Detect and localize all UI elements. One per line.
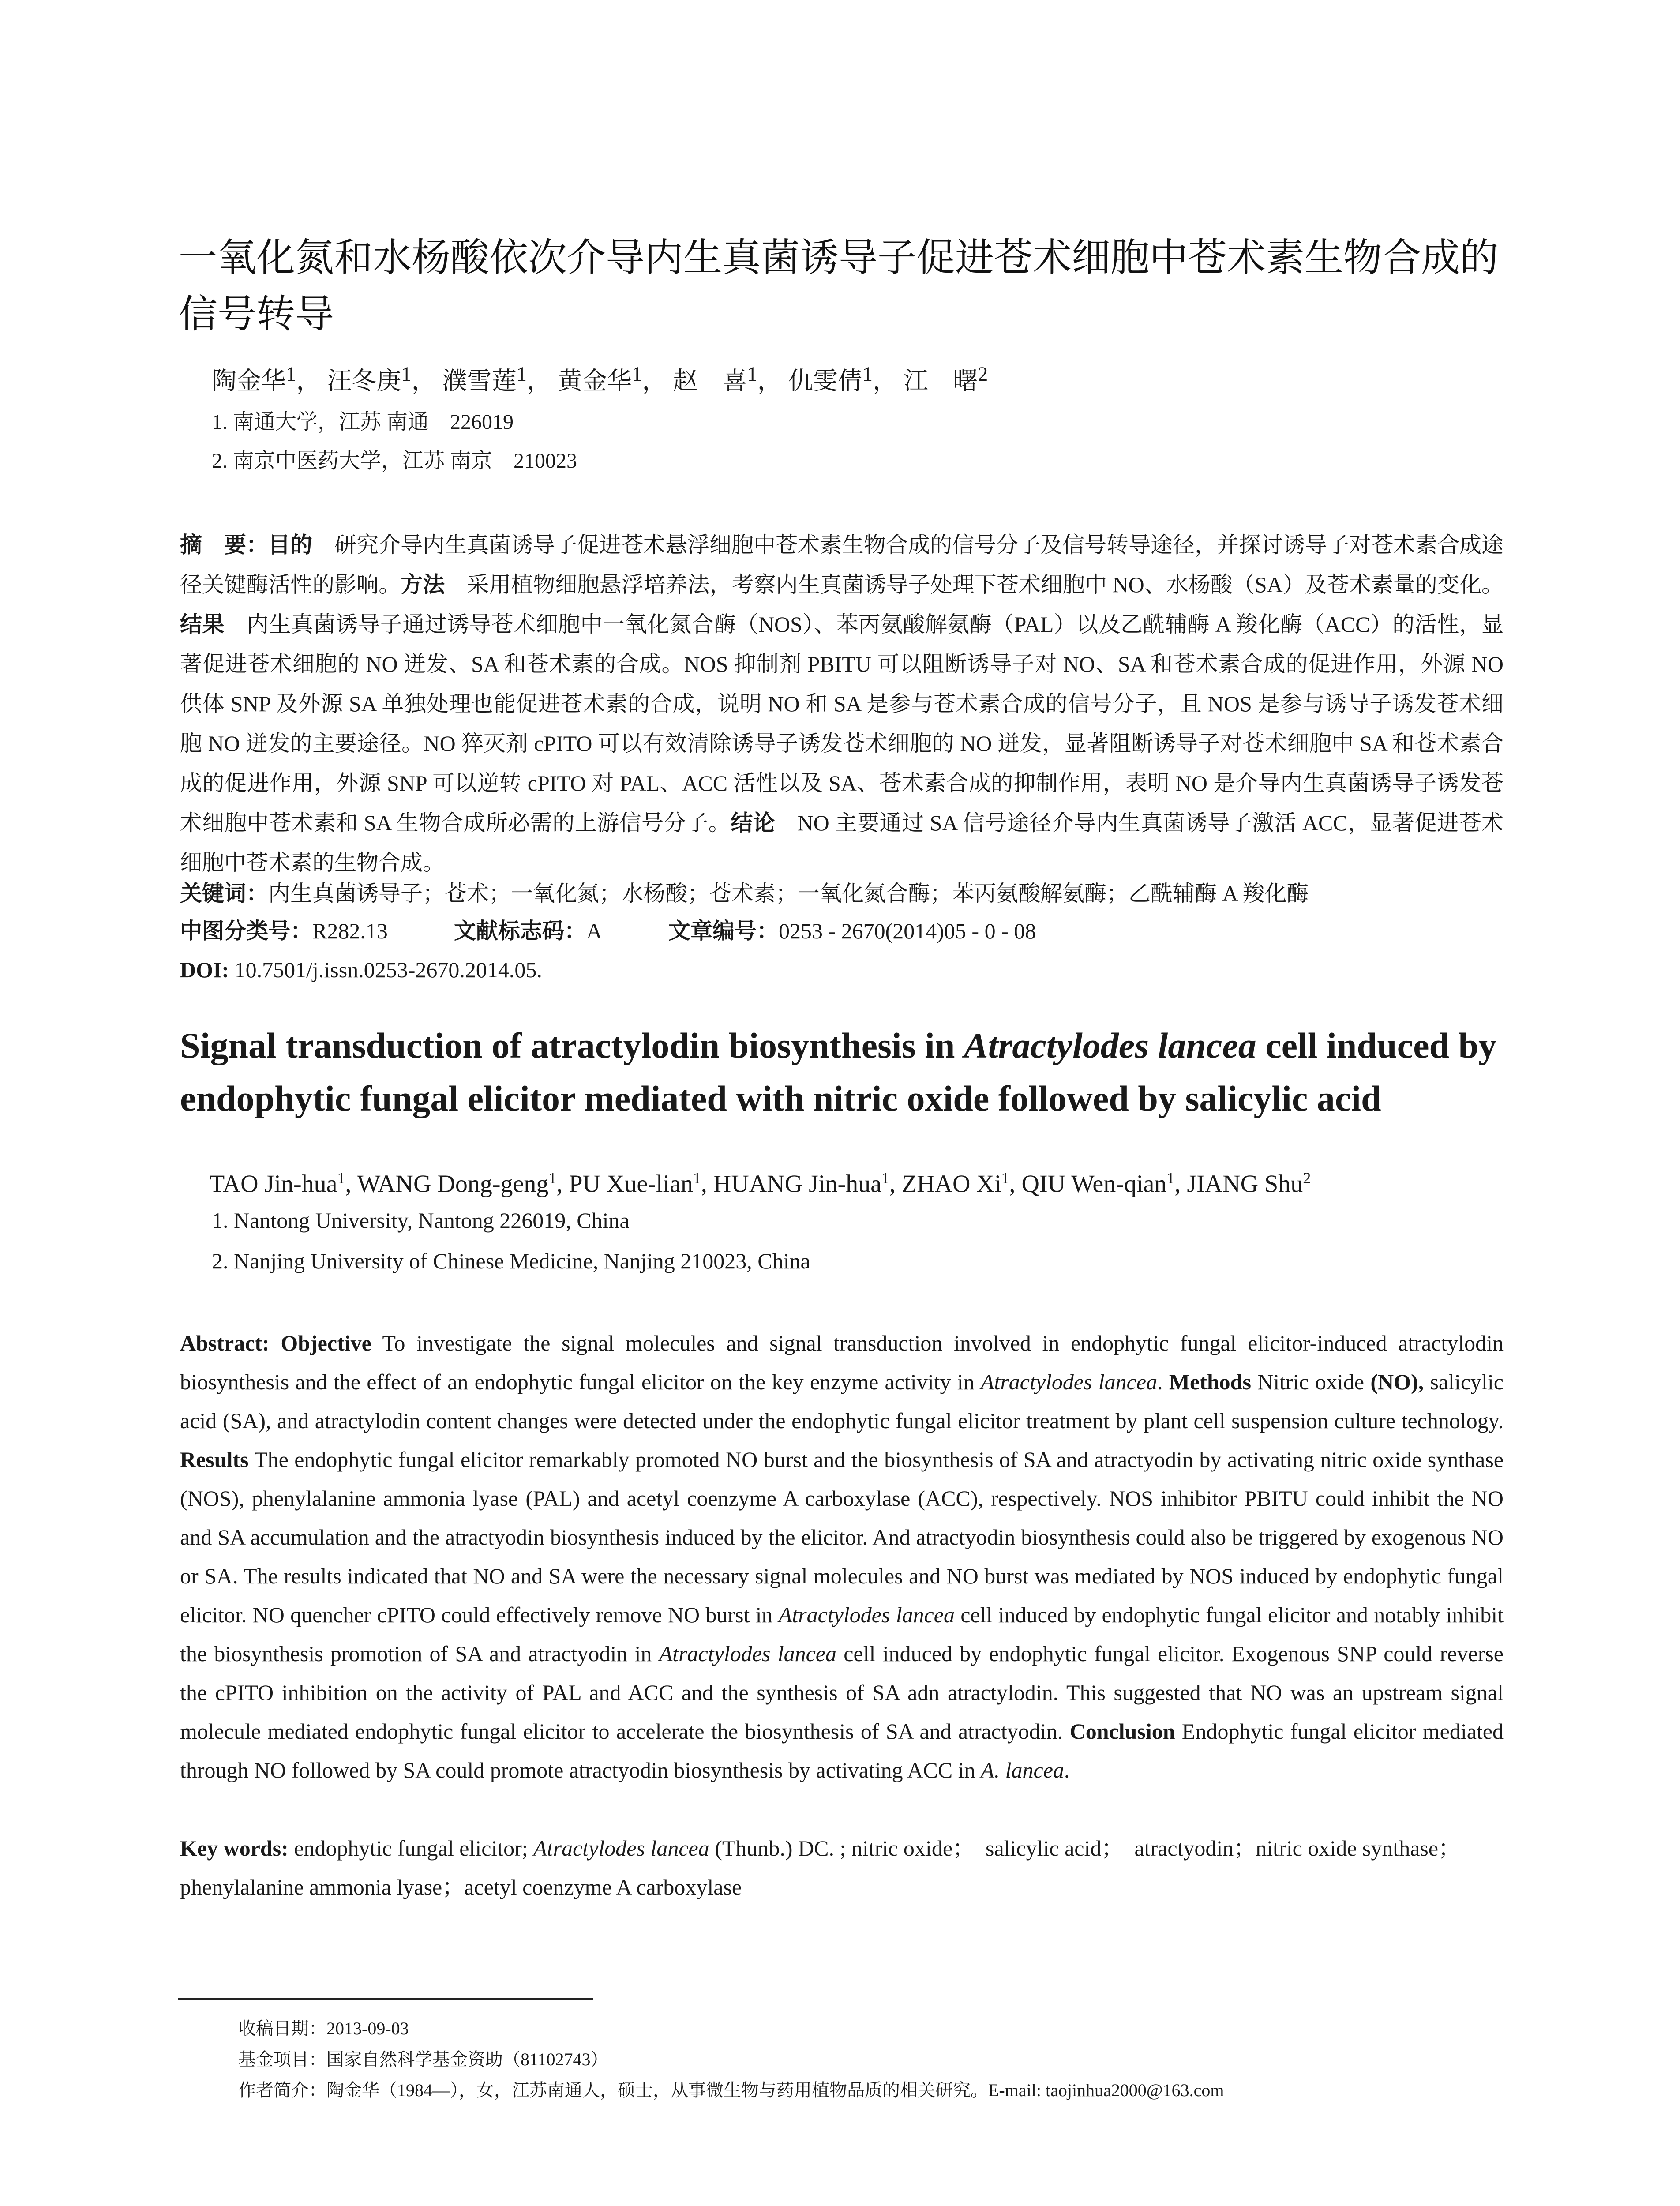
article-no-label: 文章编号：	[668, 918, 779, 944]
footnote-fund	[238, 2046, 608, 2073]
conclusion-text: NO 主要通过 SA 信号途径介导内生真菌诱导子激活 ACC，显著促进苍术细胞中苍术素的生物合成。	[180, 810, 1504, 875]
doi-line	[180, 952, 1504, 987]
footnote-received	[238, 2015, 409, 2042]
species-name: Atractylodes lancea	[533, 1836, 709, 1861]
author-name: 江 曙	[903, 368, 978, 395]
author-name: ZHAO Xi	[901, 1170, 1001, 1198]
doi-value[interactable]: 10.7501/j.issn.0253-2670.2014.05.	[229, 957, 542, 982]
author-name: PU Xue-lian	[569, 1170, 693, 1198]
article-no-value: 0253 - 2670(2014)05 - 0 - 08	[778, 919, 1036, 943]
author-name: JIANG Shu	[1187, 1170, 1303, 1198]
methods-label: Methods	[1169, 1369, 1251, 1394]
author-affiliation-mark: 1	[548, 1169, 557, 1187]
received-date: 2013-09-03	[326, 2018, 409, 2038]
author-affiliation-mark: 1	[862, 363, 873, 386]
author-affiliation-mark: 1	[337, 1169, 345, 1187]
objective-text: 研究介导内生真菌诱导子促进苍术悬浮细胞中苍术素生物合成的信号分子及信号转导途径，并探讨诱导子对苍术素合成途径关键酶活性的影响。	[180, 533, 1504, 597]
keywords-text: (Thunb.) DC. ; nitric oxide； salicylic acid； atractyodin；nitric oxide synthase； phenylalanine ammonia lyase；acetyl coenzyme A carboxylase	[180, 1836, 1472, 1899]
species-name: A. lancea	[981, 1758, 1064, 1782]
keywords-text: endophytic fungal elicitor;	[288, 1836, 534, 1861]
results-text: The endophytic fungal elicitor remarkably promoted NO burst and the biosynthesis of SA and atractyodin by activating nitric oxide synthase (NOS), phenylalanine ammonia lyase (PAL) and acetyl coenzyme A carboxylase (ACC), respectively. NOS inhibitor PBITU could inhibit the NO and SA accumulation and the atractyodin biosynthesis induced by the elicitor. And atractyodin biosynthesis could also be triggered by exogenous NO or SA. The results indicated that NO and SA were the necessary signal molecules and NO burst was mediated by NOS induced by endophytic fungal elicitor. NO quencher cPITO could effectively remove NO burst in	[180, 1447, 1504, 1627]
abstract-label: 摘 要：	[180, 532, 268, 558]
english-affiliation-2: 2. Nanjing University of Chinese Medicine, Nanjing 210023, China	[212, 1249, 810, 1273]
clc-label: 中图分类号：	[180, 918, 312, 944]
objective-label: Objective	[281, 1331, 371, 1355]
english-title-part: Signal transduction of atractylodin biosynthesis in	[180, 1025, 964, 1065]
english-title	[180, 1019, 1508, 1125]
author-affiliation-mark: 1	[881, 1169, 889, 1187]
bio-label: 作者简介：	[238, 2080, 326, 2101]
methods-label: 方法	[401, 572, 445, 597]
conclusion-text: .	[1064, 1758, 1070, 1782]
objective-label: 目的	[268, 532, 312, 558]
author-affiliation-mark: 1	[286, 363, 296, 386]
english-affiliation-1: 1. Nantong University, Nantong 226019, China	[212, 1208, 630, 1233]
clc-value: R282.13	[312, 919, 388, 943]
chinese-affiliation-1: 1. 南通大学，江苏 南通 226019	[212, 410, 514, 434]
author-name: 仇雯倩	[788, 368, 862, 395]
author-affiliation-mark: 2	[1303, 1169, 1311, 1187]
keywords-label: 关键词：	[180, 881, 268, 906]
chinese-abstract	[180, 525, 1504, 882]
author-affiliation-mark: 2	[977, 363, 988, 386]
species-name: Atractylodes lancea	[980, 1369, 1158, 1394]
author-name: 汪冬庚	[327, 368, 401, 395]
english-author-list: TAO Jin-hua$^1$, WANG Dong-geng$^1$, PU Xue-lian$^1$, HUANG Jin-hua$^1$, ZHAO Xi$^1$, QIU Wen-qian$^1$, JIANG Shu$^2$	[210, 1169, 1311, 1198]
doc-code-value: A	[586, 919, 602, 943]
conclusion-label: Conclusion	[1069, 1719, 1175, 1744]
author-name: HUANG Jin-hua	[713, 1170, 881, 1198]
methods-bold-text: (NO),	[1370, 1369, 1424, 1394]
english-title-part: cell induced by endophytic fungal elicitor mediated with nitric oxide followed by salicylic acid	[180, 1025, 1497, 1118]
objective-text: To investigate the signal molecules and signal transduction involved in endophytic fungal elicitor-induced atractylodin biosynthesis and the effect of an endophytic fungal elicitor on the key enzyme activity in	[180, 1331, 1504, 1394]
author-name: 濮雪莲	[442, 368, 517, 395]
author-name: 陶金华	[212, 368, 286, 395]
author-affiliation-mark: 1	[631, 363, 642, 386]
english-title-species: Atractylodes lancea	[964, 1025, 1256, 1065]
chinese-keywords	[180, 876, 1504, 911]
author-affiliation-mark: 1	[1166, 1169, 1175, 1187]
keywords-label: Key words:	[180, 1836, 289, 1861]
results-text: cell induced by endophytic fungal elicitor. Exogenous SNP could reverse the cPITO inhibition on the activity of PAL and ACC and the synthesis of SA adn atractylodin. This suggested that NO was an upstream signal molecule mediated endophytic fungal elicitor to accelerate the biosynthesis of SA and atractyodin.	[180, 1641, 1504, 1744]
conclusion-label: 结论	[731, 810, 776, 836]
chinese-affiliation-2: 2. 南京中医药大学，江苏 南京 210023	[212, 449, 578, 473]
species-name: Atractylodes lancea	[778, 1602, 955, 1627]
bio-text: 陶金华（1984—），女，江苏南通人，硕士，从事微生物与药用植物品质的相关研究。E-mail: taojinhua2000@163.com	[326, 2080, 1224, 2100]
results-label: Results	[180, 1447, 249, 1472]
classification-line	[180, 913, 1504, 949]
chinese-author-list: 陶金华$^1$， 汪冬庚$^1$， 濮雪莲$^1$， 黄金华$^1$， 赵 喜$^1$， 仇雯倩$^1$， 江 曙$^2$	[212, 363, 988, 395]
doi-label: DOI:	[180, 957, 229, 982]
author-name: TAO Jin-hua	[210, 1170, 338, 1198]
fund-label: 基金项目：	[238, 2049, 326, 2070]
author-name: WANG Dong-geng	[357, 1170, 549, 1198]
abstract-label: Abstract:	[180, 1331, 270, 1355]
author-affiliation-mark: 1	[693, 1169, 701, 1187]
methods-text: Nitric oxide	[1251, 1369, 1371, 1394]
fund-text: 国家自然科学基金资助（81102743）	[326, 2049, 608, 2069]
results-label: 结果	[180, 612, 225, 637]
author-affiliation-mark: 1	[1001, 1169, 1009, 1187]
methods-text: salicylic acid (SA), and atractylodin content changes were detected under the endophytic fungal elicitor treatment by plant cell suspension culture technology.	[180, 1369, 1504, 1433]
english-abstract	[180, 1324, 1504, 1790]
english-keywords	[180, 1829, 1504, 1906]
author-name: 赵 喜	[673, 368, 747, 395]
objective-text: .	[1157, 1369, 1169, 1394]
methods-text: 采用植物细胞悬浮培养法，考察内生真菌诱导子处理下苍术细胞中 NO、水杨酸（SA）及苍术素量的变化。	[445, 572, 1504, 597]
results-text: 内生真菌诱导子通过诱导苍术细胞中一氧化氮合酶（NOS）、苯丙氨酸解氨酶（PAL）以及乙酰辅酶 A 羧化酶（ACC）的活性，显著促进苍术细胞的 NO 迸发、SA 和苍术素的合成。NOS 抑制剂 PBITU 可以阻断诱导子对 NO、SA 和苍术素合成的促进作用，外源 NO 供体 SNP 及外源 SA 单独处理也能促进苍术素的合成，说明 NO 和 SA 是参与苍术素合成的信号分子，且 NOS 是参与诱导子诱发苍术细胞 NO 迸发的主要途径。NO 猝灭剂 cPITO 可以有效清除诱导子诱发苍术细胞的 NO 迸发，显著阻断诱导子对苍术细胞中 SA 和苍术素合成的促进作用，外源 SNP 可以逆转 cPITO 对 PAL、ACC 活性以及 SA、苍术素合成的抑制作用，表明 NO 是介导内生真菌诱导子诱发苍术细胞中苍术素和 SA 生物合成所必需的上游信号分子。	[180, 612, 1504, 835]
received-label: 收稿日期：	[238, 2018, 326, 2039]
author-name: QIU Wen-qian	[1021, 1170, 1167, 1198]
conclusion-text: Endophytic fungal elicitor mediated through NO followed by SA could promote atractyodin biosynthesis by activating ACC in	[180, 1719, 1504, 1782]
author-affiliation-mark: 1	[747, 363, 758, 386]
chinese-title: 一氧化氮和水杨酸依次介导内生真菌诱导子促进苍术细胞中苍术素生物合成的信号转导	[179, 235, 1499, 337]
author-name: 黄金华	[557, 368, 632, 395]
species-name: Atractylodes lancea	[659, 1641, 836, 1666]
footnote-divider	[178, 1998, 593, 2000]
keywords-text: 内生真菌诱导子；苍术；一氧化氮；水杨酸；苍术素；一氧化氮合酶；苯丙氨酸解氨酶；乙酰辅酶 A 羧化酶	[268, 881, 1309, 906]
author-affiliation-mark: 1	[516, 363, 527, 386]
footnote-author-bio	[238, 2077, 1224, 2104]
doc-code-label: 文献标志码：	[454, 918, 586, 944]
author-affiliation-mark: 1	[401, 363, 412, 386]
results-text: cell induced by endophytic fungal elicitor and notably inhibit the biosynthesis promotion of SA and atractyodin in	[180, 1602, 1504, 1666]
